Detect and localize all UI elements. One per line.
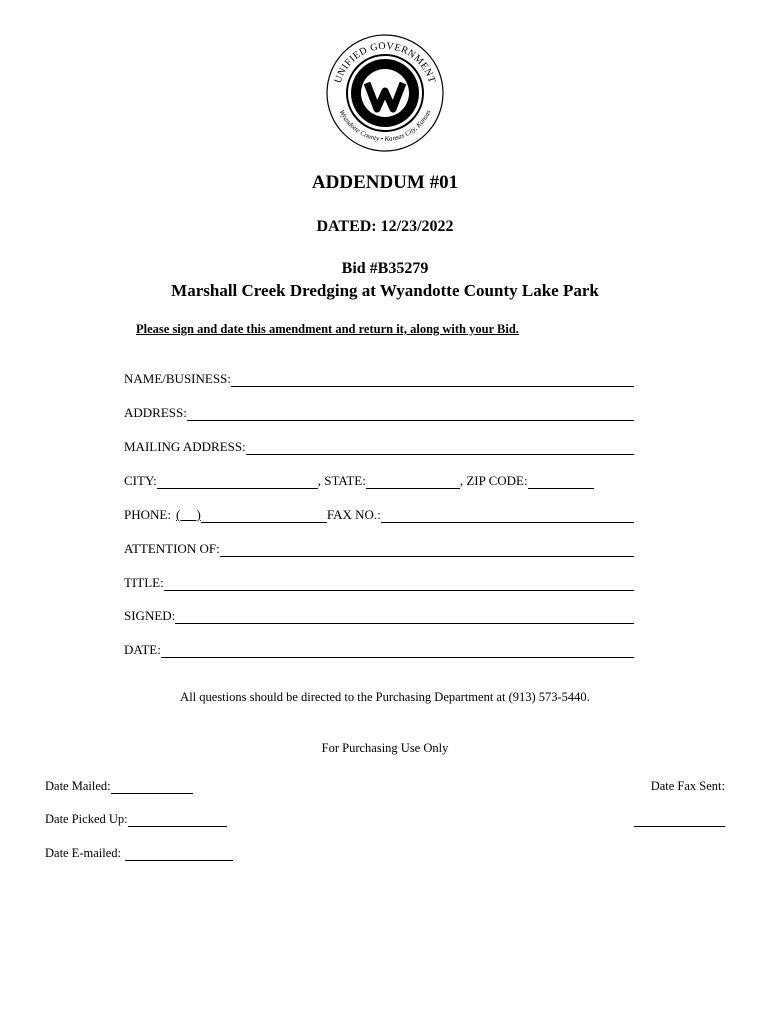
- label-signed: SIGNED:: [124, 608, 176, 623]
- row-date-mailed: [45, 776, 193, 794]
- field-title[interactable]: [164, 577, 634, 591]
- field-signed[interactable]: [175, 610, 634, 624]
- label-address: ADDRESS:: [124, 405, 187, 420]
- unified-government-seal-logo: [321, 33, 449, 153]
- row-date-emailed: [45, 843, 233, 861]
- row-date: [124, 640, 634, 658]
- label-date: DATE:: [124, 642, 161, 657]
- row-signed: [124, 606, 634, 624]
- label-phone: PHONE:: [124, 507, 171, 522]
- label-attention: ATTENTION OF:: [124, 541, 220, 556]
- field-mailing-address[interactable]: [246, 441, 634, 455]
- field-zip[interactable]: [528, 475, 594, 489]
- field-date-picked-up[interactable]: [128, 813, 227, 827]
- field-attention[interactable]: [220, 543, 634, 557]
- label-name-business: NAME/BUSINESS:: [124, 371, 231, 386]
- project-title: Marshall Creek Dredging at Wyandotte County Lake Park: [171, 281, 599, 300]
- phone-area-code[interactable]: ( ): [175, 507, 201, 522]
- seal-bottom-text: Wyandotte County • Kansas City, Kansas: [337, 108, 433, 144]
- row-date-fax-sent-line: [634, 809, 725, 827]
- purchasing-heading: For Purchasing Use Only: [321, 741, 449, 755]
- label-mailing-address: MAILING ADDRESS:: [124, 439, 246, 454]
- field-fax[interactable]: [381, 509, 634, 523]
- row-name-business: [124, 369, 634, 387]
- label-zip: , ZIP CODE:: [459, 473, 528, 488]
- field-address[interactable]: [187, 407, 634, 421]
- label-date-mailed: Date Mailed:: [45, 779, 111, 793]
- label-city: CITY:: [124, 473, 157, 488]
- field-name-business[interactable]: [231, 373, 634, 387]
- row-city-state-zip: [124, 471, 594, 489]
- sign-instruction: Please sign and date this amendment and return it, along with your Bid.: [136, 322, 519, 336]
- addendum-title: ADDENDUM #01: [311, 172, 459, 193]
- field-date[interactable]: [161, 644, 634, 658]
- label-fax: FAX NO.:: [326, 507, 381, 522]
- row-address: [124, 403, 634, 421]
- questions-note: All questions should be directed to the Purchasing Department at (913) 573-5440.: [180, 690, 590, 704]
- row-mailing-address: [124, 437, 634, 455]
- field-date-fax-sent[interactable]: [634, 813, 725, 827]
- field-date-mailed[interactable]: [111, 780, 193, 794]
- field-date-emailed[interactable]: [125, 847, 233, 861]
- label-date-picked-up: Date Picked Up:: [45, 812, 128, 826]
- field-state[interactable]: [366, 475, 460, 489]
- seal-top-text: UNIFIED GOVERNMENT: [332, 40, 438, 85]
- row-phone-fax: [124, 505, 634, 523]
- row-date-fax-sent: [651, 776, 725, 794]
- dated-line: DATED: 12/23/2022: [316, 218, 454, 235]
- bid-number: Bid #B35279: [341, 260, 429, 277]
- label-date-emailed: Date E-mailed:: [45, 846, 122, 860]
- label-title: TITLE:: [124, 575, 164, 590]
- row-date-picked-up: [45, 809, 227, 827]
- field-city[interactable]: [157, 475, 318, 489]
- row-attention: [124, 539, 634, 557]
- row-title: [124, 573, 634, 591]
- label-date-fax-sent: Date Fax Sent:: [650, 779, 725, 793]
- label-state: , STATE:: [317, 473, 366, 488]
- field-phone[interactable]: [201, 509, 327, 523]
